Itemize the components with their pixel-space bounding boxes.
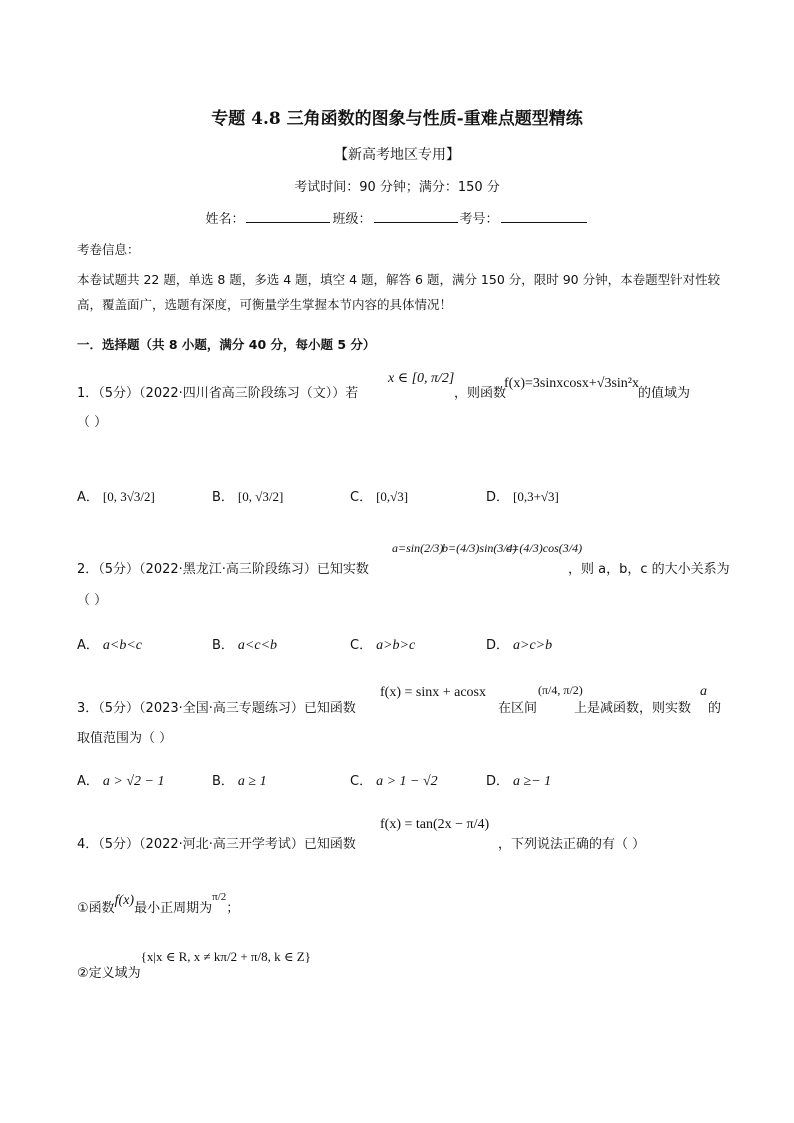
q4-stem-prefix: 4．（5分）（2022·河北·高三开学考试）已知函数 bbox=[77, 837, 356, 852]
q1-condition: x ∈ [0, π/2] bbox=[388, 371, 455, 386]
q1-option-c-text: [0,√3] bbox=[376, 489, 409, 504]
info-heading: 考卷信息： bbox=[77, 242, 140, 257]
info-text: 本卷试题共 22 题，单选 8 题，多选 4 题，填空 4 题，解答 6 题，满分 150 分，限时 90 分钟，本卷题型针对性较高，覆盖面广，选题有深度，可衡量学生掌握本节内容的具体情况！ bbox=[77, 272, 721, 312]
q2-option-d[interactable]: D． a>c>b bbox=[486, 638, 553, 653]
q2-option-a[interactable]: A． a<b<c bbox=[77, 638, 143, 653]
q4-s2-domain: {x|x ∈ R, x ≠ kπ/2 + π/8, k ∈ Z} bbox=[140, 949, 311, 964]
q2-option-c-text: a>b>c bbox=[376, 638, 416, 653]
q3-option-d-text: a ≥− 1 bbox=[513, 774, 552, 789]
q4-statement-2: ②定义域为{x|x ∈ R, x ≠ kπ/2 + π/8, k ∈ Z} bbox=[77, 949, 311, 981]
q1-option-b-text: [0, √3/2] bbox=[237, 489, 284, 504]
class-label: 班级： bbox=[332, 212, 372, 227]
q2-option-a-text: a<b<c bbox=[102, 638, 143, 653]
section-heading: 一．选择题（共 8 小题，满分 40 分，每小题 5 分） bbox=[77, 337, 376, 352]
q2-b-def: b=(4/3)sin(3/4) bbox=[442, 541, 517, 555]
q4-function: f(x) = tan(2x − π/4) bbox=[380, 817, 490, 832]
q4-statement-1: ①函数f(x)最小正周期为$^{\pi/2}$； bbox=[77, 891, 240, 916]
q2-answer-paren: （ ） bbox=[77, 593, 108, 608]
q3-function: f(x) = sinx + acosx bbox=[380, 685, 486, 700]
class-field[interactable] bbox=[374, 209, 458, 223]
q1-option-d-text: [0,3+√3] bbox=[513, 489, 559, 504]
id-label: 考号： bbox=[459, 212, 499, 227]
q4-s1-function: f(x) bbox=[114, 893, 135, 908]
name-label: 姓名： bbox=[205, 212, 245, 227]
q2-option-d-text: a>c>b bbox=[513, 638, 553, 653]
q1-option-c[interactable]: C． [0,√3] bbox=[350, 489, 409, 505]
q1-function: f(x)=3sinxcosx+√3sin²x bbox=[504, 376, 639, 391]
id-field[interactable] bbox=[501, 209, 587, 223]
q1-option-a[interactable]: A． [0, 3√3/2] bbox=[77, 489, 155, 505]
question-1 bbox=[77, 382, 358, 401]
q3-stem-mid2: 上是减函数，则实数 bbox=[574, 701, 692, 716]
q3-option-a-text: a > √2 − 1 bbox=[102, 774, 165, 789]
q1-option-a-text: [0, 3√3/2] bbox=[102, 489, 155, 504]
exam-time: 考试时间：90 分钟；满分：150 分 bbox=[294, 180, 500, 195]
q3-stem-mid: 在区间 bbox=[498, 701, 538, 716]
q2-option-b[interactable]: B． a<c<b bbox=[212, 638, 278, 653]
q3-variable: a bbox=[700, 684, 707, 699]
q2-stem-prefix: 2．（5分）（2022·黑龙江·高三阶段练习）已知实数 bbox=[77, 562, 369, 577]
q1-option-d[interactable]: D． [0,3+√3] bbox=[486, 489, 559, 505]
q3-option-c-text: a > 1 − √2 bbox=[376, 774, 438, 789]
q2-option-c[interactable]: C． a>b>c bbox=[350, 638, 416, 653]
q3-option-c[interactable]: C． a > 1 − √2 bbox=[350, 774, 438, 789]
q4-stem-suffix: ，下列说法正确的有（ ） bbox=[498, 837, 646, 852]
q1-stem-prefix: 1．（5分）（2022·四川省高三阶段练习（文））若 bbox=[77, 386, 359, 401]
q3-option-a[interactable]: A． a > √2 − 1 bbox=[77, 774, 165, 789]
q3-option-b[interactable]: B． a ≥ 1 bbox=[212, 774, 267, 789]
q2-option-b-text: a<c<b bbox=[237, 638, 278, 653]
q3-option-b-text: a ≥ 1 bbox=[237, 774, 267, 789]
q1-stem-mid: ，则函数 bbox=[454, 386, 507, 401]
q1-stem-suffix: 的值域为 bbox=[638, 386, 691, 401]
region-label: 【新高考地区专用】 bbox=[334, 147, 460, 163]
q3-interval: (π/4, π/2) bbox=[538, 683, 583, 697]
q3-stem-suffix: 的 bbox=[708, 701, 722, 716]
q1-answer-paren: （ ） bbox=[77, 415, 108, 430]
q4-s1-period: π/2 bbox=[212, 891, 227, 903]
q2-stem-suffix: ，则 a，b，c 的大小关系为 bbox=[568, 562, 730, 577]
name-field[interactable] bbox=[246, 209, 330, 223]
page-title: 专题 4.8 三角函数的图象与性质-重难点题型精练 bbox=[211, 109, 583, 129]
q3-option-d[interactable]: D． a ≥− 1 bbox=[486, 774, 552, 789]
q2-a-def: a=sin(2/3) bbox=[392, 541, 444, 555]
q2-c-def: c=(4/3)cos(3/4) bbox=[506, 541, 583, 555]
student-info-line bbox=[0, 208, 794, 227]
q3-stem-line2: 取值范围为（ ） bbox=[77, 731, 173, 746]
q1-option-b[interactable]: B． [0, √3/2] bbox=[212, 489, 284, 505]
q3-stem-prefix: 3．（5分）（2023·全国·高三专题练习）已知函数 bbox=[77, 701, 356, 716]
